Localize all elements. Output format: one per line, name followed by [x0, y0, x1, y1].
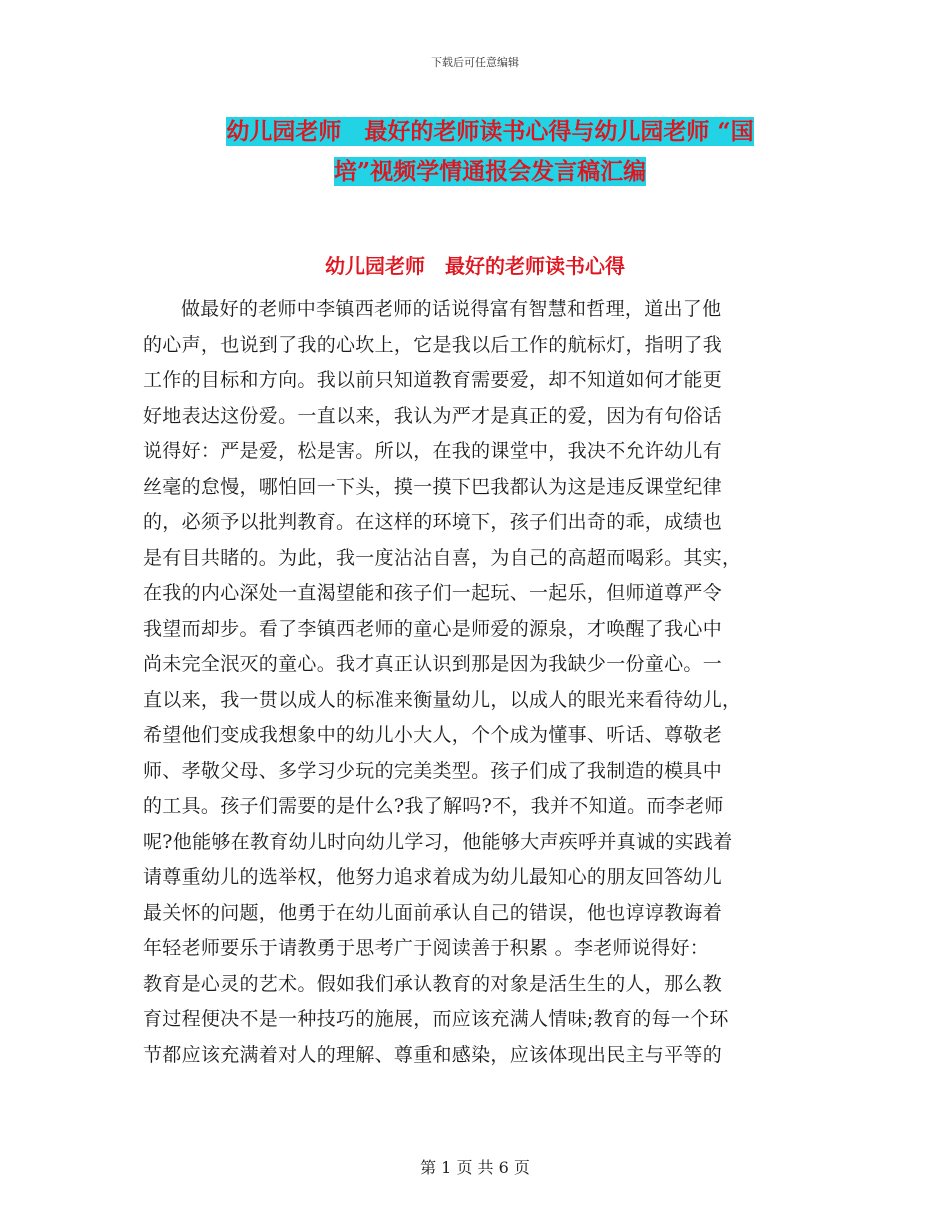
body-line: 教育是心灵的艺术。假如我们承认教育的对象是活生生的人，那么教 [143, 972, 723, 995]
body-line: 我望而却步。看了李镇西老师的童心是师爱的源泉，才唤醒了我心中 [143, 617, 723, 640]
body-line: 的心声，也说到了我的心坎上，它是我以后工作的航标灯，指明了我 [143, 333, 723, 356]
body-line: 节都应该充满着对人的理解、尊重和感染，应该体现出民主与平等的 [143, 1043, 723, 1066]
body-line: 说得好：严是爱，松是害。所以，在我的课堂中，我决不允许幼儿有 [143, 440, 723, 462]
body-line: 师、孝敬父母、多学习少玩的完美类型。孩子们成了我制造的模具中 [143, 759, 723, 782]
body-line: 的工具。孩子们需要的是什么?我了解吗?不，我并不知道。而李老师 [143, 795, 724, 817]
body-line: 好地表达这份爱。一直以来，我认为严才是真正的爱，因为有句俗话 [143, 404, 723, 427]
body-line: 做最好的老师中李镇西老师的话说得富有智慧和哲理，道出了他 [181, 298, 722, 320]
body-line: 在我的内心深处一直渴望能和孩子们一起玩、一起乐，但师道尊严令 [143, 582, 723, 604]
document-title [150, 112, 830, 192]
body-line: 的，必须予以批判教育。在这样的环境下，孩子们出奇的乖，成绩也 [143, 511, 723, 533]
body-text [143, 292, 803, 1073]
body-line: 请尊重幼儿的选举权，他努力追求着成为幼儿最知心的朋友回答幼儿 [143, 866, 723, 888]
body-line: 育过程便决不是一种技巧的施展，而应该充满人情味;教育的每一个环 [143, 1008, 729, 1030]
body-line: 呢?他能够在教育幼儿时向幼儿学习，他能够大声疾呼并真诚的实践着 [143, 830, 733, 853]
body-line: 是有目共睹的。为此，我一度沾沾自喜，为自己的高超而喝彩。其实， [143, 546, 742, 569]
body-line: 年轻老师要乐于请教勇于思考广于阅读善于积累 。李老师说得好： [143, 937, 710, 959]
body-line: 直以来，我一贯以成人的标准来衡量幼儿，以成人的眼光来看待幼儿， [143, 688, 742, 711]
header-note: 下载后可任意编辑 [431, 56, 519, 69]
body-line: 希望他们变成我想象中的幼儿小大人，个个成为懂事、听话、尊敬老 [143, 724, 723, 746]
document-title-line2: 培”视频学情通报会发言稿汇编 [333, 158, 647, 185]
body-line: 尚未完全泯灭的童心。我才真正认识到那是因为我缺少一份童心。一 [143, 653, 723, 675]
body-line: 丝毫的怠慢，哪怕回一下头，摸一摸下巴我都认为这是违反课堂纪律 [143, 475, 723, 498]
body-line: 最关怀的问题，他勇于在幼儿面前承认自己的错误，他也谆谆教诲着 [143, 901, 723, 924]
page-footer: 第 1 页 共 6 页 [420, 1158, 530, 1177]
document-title-line1: 幼儿园老师 最好的老师读书心得与幼儿园老师 “国 [226, 118, 754, 145]
body-line: 工作的目标和方向。我以前只知道教育需要爱，却不知道如何才能更 [143, 369, 723, 391]
section-title: 幼儿园老师 最好的老师读书心得 [325, 254, 625, 278]
